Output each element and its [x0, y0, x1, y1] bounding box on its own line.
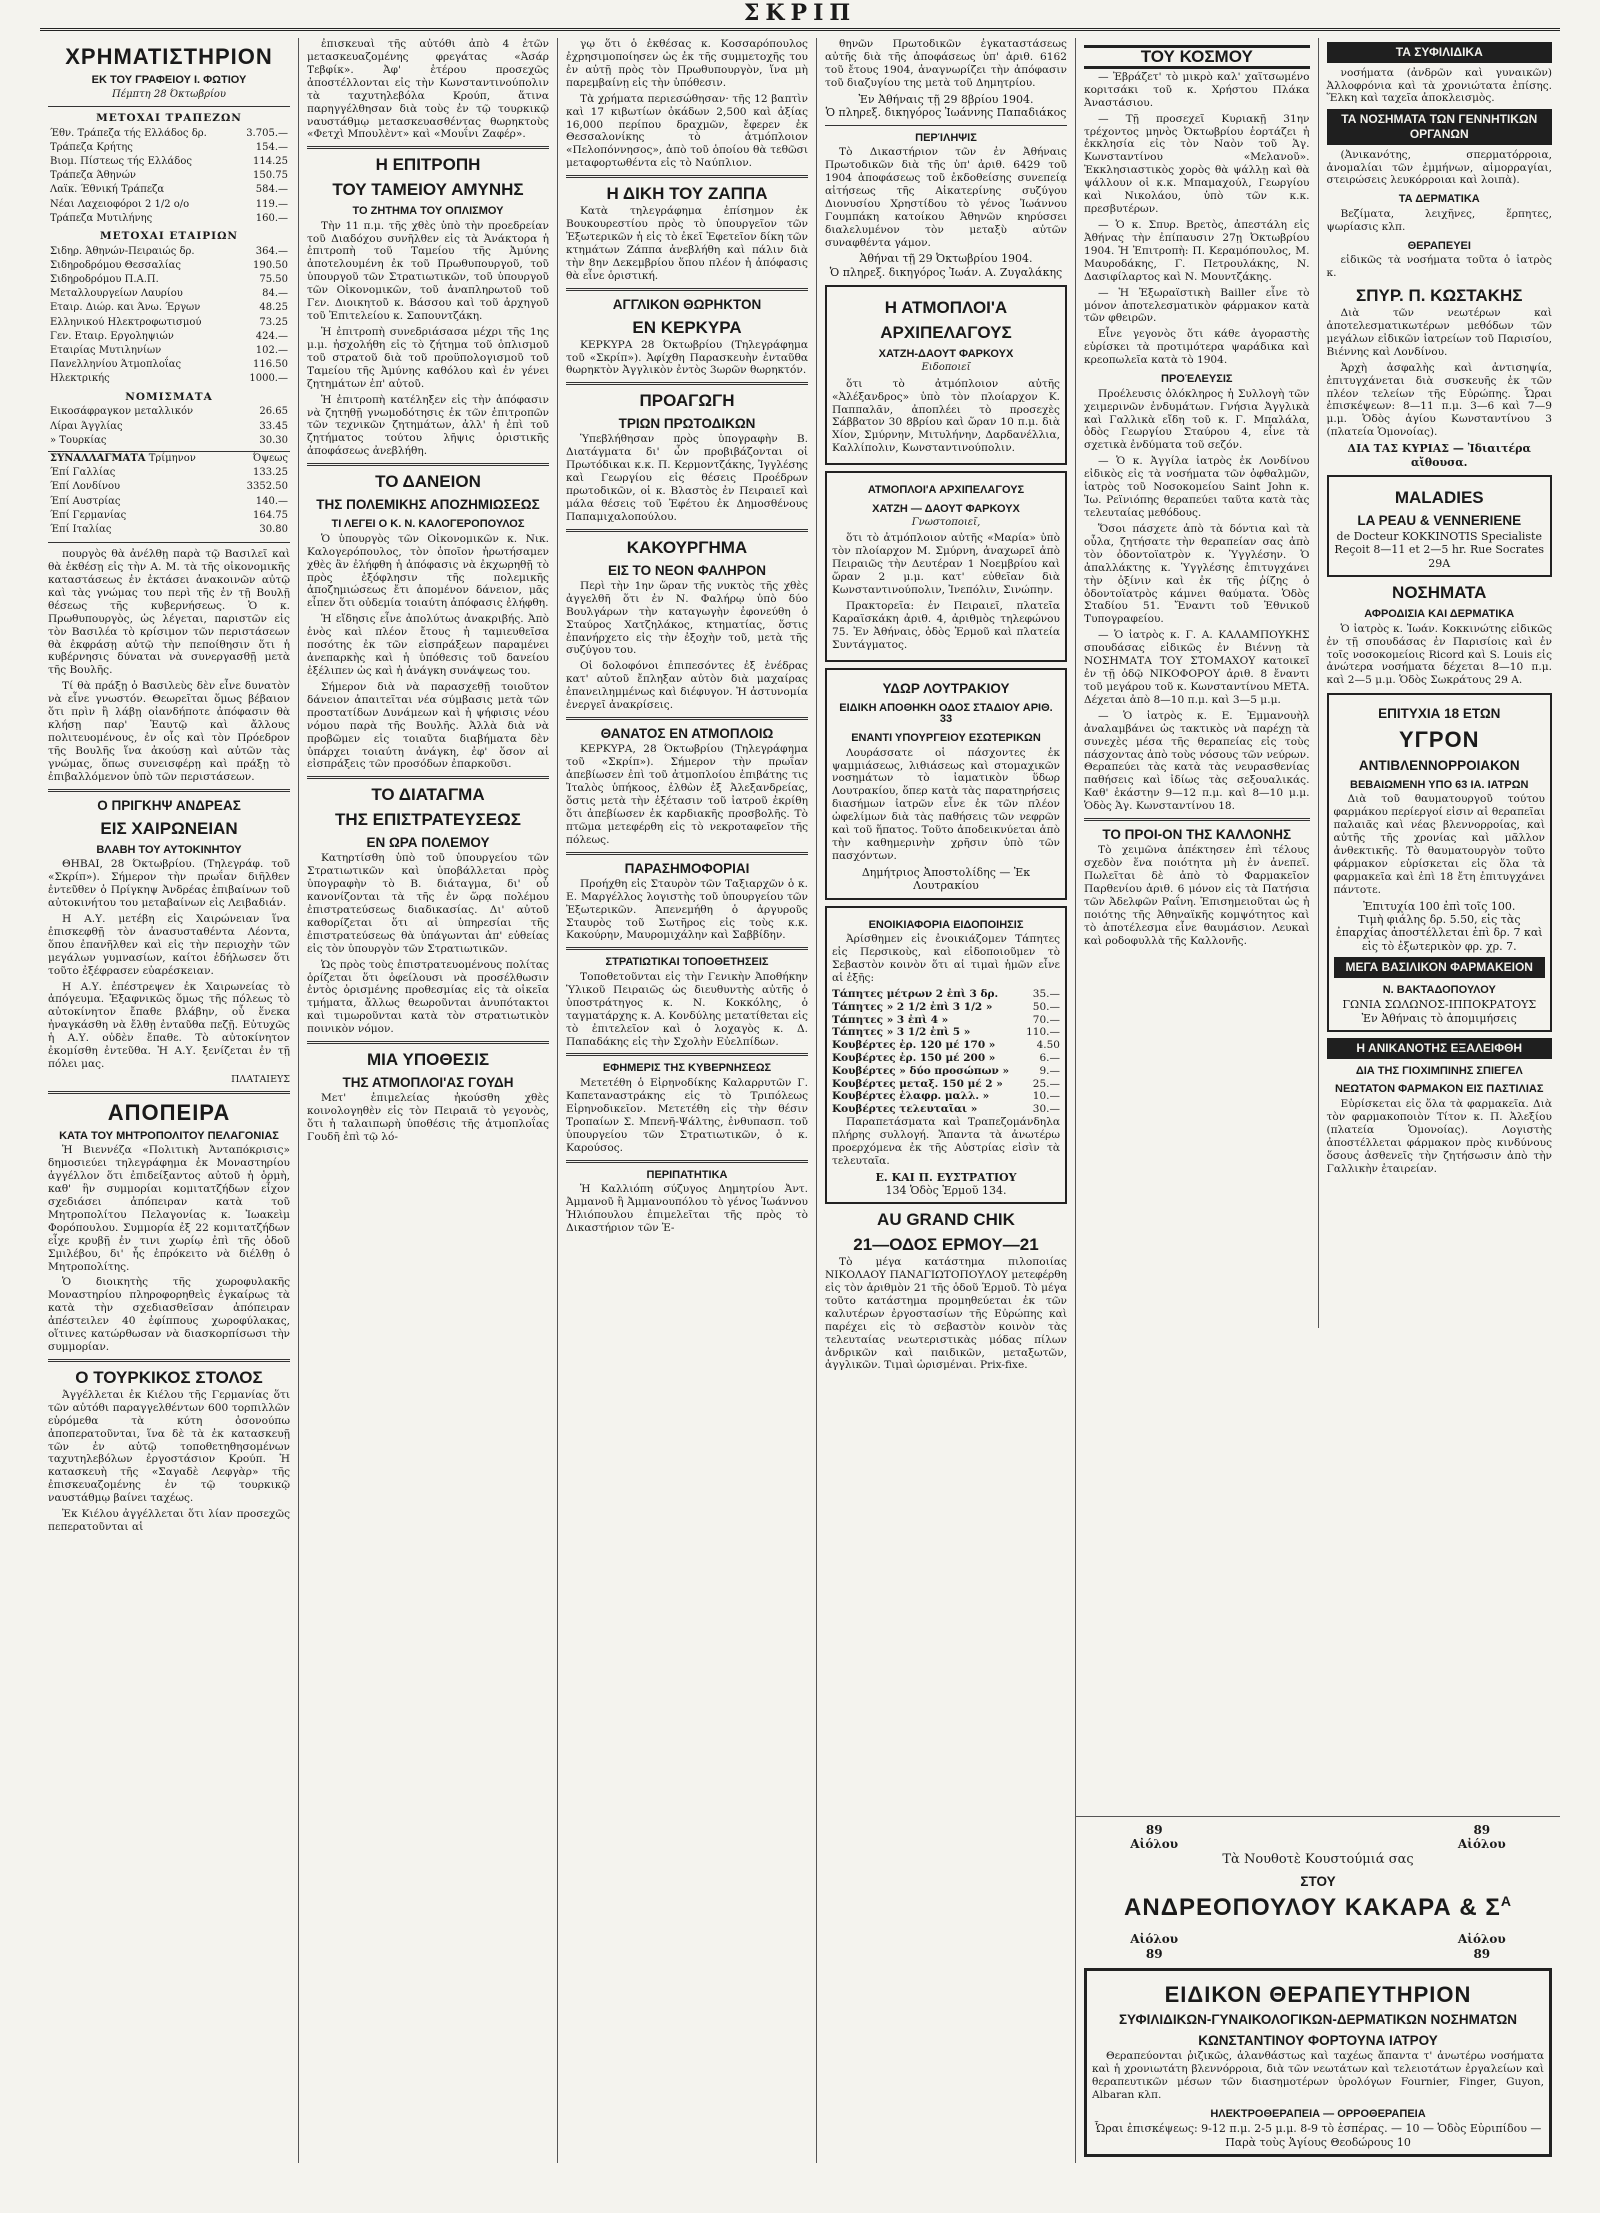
article-text: Ἡ ἐπιτροπὴ κατέληξεν εἰς τὴν ἀπόφασιν νὰ ζητηθῇ γνωμοδότησις ἐκ τῶν ἐπιτροπῶν τῶν τεχνικῶν ζητημάτων, ἀλλ' ἡ ἐπὶ τοῦ ζητήματος τούτου λῆψις ὁριστικῆς ἀποφάσεως ἀνεβλήθη.	[307, 393, 549, 458]
article-text: Τὰ χρήματα περιεσώθησαν· τῆς 12 βαπτὶν καὶ 17 κιβωτίων ὀκάδων 2,500 καὶ ἀξίας 16,000 περίπου δραχμῶν, ἔφερεν ἐκ Θεσσαλονίκης τὸ ἀτμόπλοιον «Πελοπόννησος», ἀπὸ τοῦ ὁποίου θὰ τεθῶσι μεταφορτωθέντα εἰς τὸ Ναύπλιον.	[566, 92, 808, 170]
doctor-name: ΣΠΥΡ. Π. ΚΩΣΤΑΚΗΣ	[1356, 286, 1523, 306]
column-2	[299, 38, 558, 2163]
notice-date: Ἐν Ἀθήναις τῇ 29 8βρίου 1904.	[858, 92, 1034, 106]
price-row: Κουβέρτες μεταξ. 150 μέ 2 » 25.—	[832, 1077, 1060, 1090]
water-ad: ΥΔΩΡ ΛΟΥΤΡΑΚΙΟΥ ΕΙΔΙΚΗ ΑΠΟΘΗΚΗ ΟΔΟΣ ΣΤΑΔΙΟΥ ΑΡΙΘ. 33 ΕΝΑΝΤΙ ΥΠΟΥΡΓΕΙΟΥ ΕΣΩΤΕΡΙΚΩΝ Λουράσσατε οἱ πάσχοντες ἐκ ψαμμιάσεως, λιθιάσεως καὶ στομαχικῶν νοσημάτων τὸ ἰαματικὸν ὕδωρ Λουτρακίου, ὅπερ κατὰ τὰς παρατηρήσεις διασήμων ἰατρῶν εἶνε ἐκ τῶν πλέον ὠφελίμων διὰ τὰς παθήσεις τῶν νεφρῶν καὶ τοῦ ἥπατος. Τοῦτο ἀποδεικνύεται ἀπὸ τὴν καθημερινὴν χρῆσιν ὑπὸ τῶν πασχόντων. Δημήτριος Ἀποστολίδης — Ἐκ Λουτρακίου	[825, 668, 1067, 900]
headline: ΠΑΡΑΣΗΜΟΦΟΡΙΑΙ	[624, 860, 750, 876]
headline: ΣΤΡΑΤΙΩΤΙΚΑΙ ΤΟΠΟΘΕΤΗΣΕΙΣ	[605, 956, 769, 969]
headline: ΕΝ ΚΕΡΚΥΡΑ	[632, 317, 742, 337]
article-text: πουργὸς θὰ ἀνέλθῃ παρὰ τῷ Βασιλεῖ καὶ θὰ ἐκθέσῃ εἰς τὴν Α. Μ. τὰ τῆς οἰκονομικῆς καταστάσεως ἐν ἐκτάσει ἀνακοινῶν αὐτῷ καὶ τὰς γνώμας του περὶ τῆς ἐν τῇ Βουλῇ θέσεως τῆς κυβερνήσεως. Ὁ κ. Πρωθυπουργὸς, ὡς λέγεται, παριστῶν εἰς τὸν Βασιλέα τὸ κρίσιμον τῶν περιστάσεων θὰ ἐκφράσῃ αὐτῷ τὴν πεποίθησιν ὅτι ἡ κυβέρνησις δύναται νὰ συνεργασθῇ μετὰ τῆς Βουλῆς.	[48, 548, 290, 677]
social-text: — Ἡ Ἐξωραϊστικὴ Bailler εἶνε τὸ μόνον ἀποτελεσματικὸν φάρμακον κατὰ τῶν φθειρῶν.	[1084, 286, 1310, 325]
subheadline: ΤΙ ΛΕΓΕΙ Ο Κ. Ν. ΚΑΛΟΓΕΡΟΠΟΥΛΟΣ	[331, 518, 525, 531]
article-text: Ὁ ὑπουργὸς τῶν Οἰκονομικῶν κ. Νικ. Καλογερόπουλος, τὸν ὁποῖον ἠρωτήσαμεν χθὲς ἂν ἐλήφθη ἡ ἀπόφασις νὰ ἐκχωρηθῇ τὸ πρὸς ἐξόφλησιν τῆς πολεμικῆς ἀποζημιώσεως ἔτι ἀπομένον δάνειον, μᾶς εἶπεν ὅτι οὐδεμία τοιαύτη ἀπόφασις ἐλήφθη.	[307, 532, 549, 610]
table-row: Μεταλλουργείων Λαυρίου 84.—	[50, 288, 288, 300]
article-text: Ἡ Καλλιόπη σύζυγος Δημητρίου Ἀντ. Ἀμμανοῦ ἢ Ἀμμανουπόλου τὸ γένος Ἰωάννου Ἠλιόπουλου ἐπιμελεῖται τῆς πρὸς τὸ Δικαστήριον τῶν Ἐ-	[566, 1183, 808, 1234]
notice-text: Τὸ Δικαστήριον τῶν ἐν Ἀθήναις Πρωτοδικῶν διὰ τῆς ὑπ' ἀριθ. 6429 τοῦ 1904 ἀποφάσεως τοῦ ἐκδοθείσης συνεπείᾳ αἰτήσεως τῆς Αἰκατερίνης συζύγου Διονυσίου Χρηστίδου τὸ γένος Ἰωάννου Γουμπάκη κατοίκου Ἀθηνῶν κηρύσσει διαλελυμένον τὸν μεταξὺ αὐτῶν συναφθέντα γάμον.	[825, 146, 1067, 249]
social-text: — Ἐβράζετ' τὸ μικρὸ καλ' χαϊτσωμένο κοριτσάκι τοῦ κ. Χρήστου Πλάκα Ἀναστάσιου.	[1084, 70, 1310, 109]
price-row: Κουβέρτες ἐρ. 150 μέ 200 » 6.—	[832, 1051, 1060, 1064]
ad-banner: ΤΑ ΣΥΦΙΛΙΔΙΚΑ	[1327, 42, 1553, 63]
market-source: ΕΚ ΤΟΥ ΓΡΑΦΕΙΟΥ Ι. ΦΩΤΙΟΥ	[91, 74, 247, 87]
tailor-ad: Τὰ Νουθοτὲ Κουστούμιά σας ΣΤΟΥ ΑΝΔΡΕΟΠΟΥΛΟΥ ΚΑΚΑΡΑ & $\Sigma^A$	[1124, 1851, 1512, 1921]
table-row: Τράπεζα Άθηνών 150.75	[50, 170, 288, 182]
table-row: Βιομ. Πίστεως τής Ελλάδος 114.25	[50, 156, 288, 167]
table-row: Σιδηρ. Άθηνών-Πειραιώς δρ. 364.—	[50, 245, 288, 257]
table-row: Λίραι Άγγλίας 33.45	[50, 420, 288, 432]
article-text: Μετ' ἐπιμελείας ἠκούσθη χθὲς κοινολογηθὲν εἰς τὸν Πειραιᾶ τὸ γεγονὸς, ὅτι ἡ ταλαιπωρὴ ὑποθέσις τῆς ἀτμοπλοΐας Γουδῆ ἐπὶ τῷ λό-	[307, 1092, 549, 1143]
social-text: Ὅσοι πάσχετε ἀπὸ τὰ δόντια καὶ τὰ οὖλα, ζητήσατε τὴν θεραπείαν σας ἀπὸ τὸν ὀδοντοϊατρὸν κ. Ὑγγλέσην. Ὁ ἀπαλλάκτης κ. Ὑγγλέσης ἐπιτυγχάνει τὴν ὀξίνιν καὶ ἐκ τῆς ῥίζης ὁ ὀδοντοϊατρὸς κάμνει θαύματα. Ὁδὸς Σταδίου 51. Ἔναντι τοῦ Ἐθνικοῦ Τυπογραφείου.	[1084, 522, 1310, 626]
company-shares-table	[48, 245, 290, 387]
shipping-ad: ΑΤΜΟΠΛΟΙ'Α ΑΡΧΙΠΕΛΑΓΟΥΣ ΧΑΤΖΗ — ΔΑΟΥΤ ΦΑΡΚΟΥΧ Γνωστοποιεῖ, ὅτι τὸ ἀτμόπλοιον αὐτῆς «Μαρία» ὑπὸ τὸν πλοίαρχον Μ. Σμύρνη, ἀναχωρεῖ ἀπὸ Πειραιῶς τὴν Δευτέραν 1 Νοεμβρίου καὶ ὥραν 2 μ.μ. κατ' εὐθεῖαν διὰ Κωνσταντινούπολιν, Ἰνεπόλιν, Σινώπην. Πρακτορεῖα: ἐν Πειραιεῖ, πλατεῖα Καραϊσκάκη ἀριθ. 4, ἀριθμὸς τηλεφώνου 75. Ἐν Ἀθήναις, ὁδὸς Ἑρμοῦ καὶ πλατεία Συντάγματος.	[825, 471, 1067, 662]
table-row: Τράπεζα Μυτιλήνης 160.—	[50, 212, 288, 224]
market-date: Πέμπτη 28 Όκτωβρίου	[111, 88, 227, 100]
article-text: Ὡς πρὸς τοὺς ἐπιστρατευομένους πολίτας ὁρίζεται ὅτι ὁφείλουσι νὰ προσέλθωσιν ἐντὸς ὁρισμένης προθεσμίας εἰς τὰ οἰκεῖα τμήματα, ἄλλως θεωροῦνται ἀνυπότακτοι καὶ τιμωροῦνται κατὰ τὸν στρατιωτικὸν ποινικὸν νόμον.	[307, 958, 549, 1036]
table-row: Εταιρίας Μυτιληνίων 102.—	[50, 345, 288, 357]
article-text: Τί θὰ πράξῃ ὁ Βασιλεὺς δὲν εἶνε δυνατὸν νὰ εἶνε γνωστόν. Θεωρεῖται ὅμως βέβαιον ὅτι πρὶν ἢ λάβῃ οἱανδήποτε ἀπόφασιν θὰ κλήσῃ παρ' Ἑαυτῷ καὶ ἄλλους πολιτευομένους, ἐν οἷς καὶ τὸν Πρόεδρον τῆς Βουλῆς ἵνα ἀκούσῃ καὶ αὐτῶν τὰς γνώμας, ὅπως συνεισφέρῃ καὶ πράξῃ τὸ ἐπιβαλλόμενον ὑπὸ τῶν περιστάσεων.	[48, 680, 290, 783]
article-text: ΚΕΡΚΥΡΑ, 28 Όκτωβρίου (Τηλεγράφημα τοῦ «Σκρίπ»). Σήμερον τὴν πρωΐαν ἀπεβίωσεν ἐπὶ τοῦ ἀτμοπλοίου ἐπιβάτης τις Ἰταλὸς ὑπήκοος, ἐλθὼν ἐξ Ἀλεξανδρείας, ὅστις μετὰ τὴν ἐξέτασιν τοῦ ἰατροῦ ἐκρίθη ὅτι ἀπεβίωσεν ἐκ καρδιακῆς προσβολῆς. Τὸ πτῶμα μετεφέρθη εἰς τὸ νεκροταφεῖον τῆς πόλεως.	[566, 743, 808, 846]
table-row: Τράπεζα Κρήτης 154.—	[50, 141, 288, 153]
headline: ΤΟ ΔΑΝΕΙΟΝ	[375, 472, 481, 492]
social-text: — Τῇ προσεχεῖ Κυριακῇ 31ην τρέχοντος μηνὸς Ὀκτωβρίου ἑορτάζει ἡ ἐκκλησία εἰς τὸν Ναὸν τοῦ Ἁγ. Κωνσταντίνου «Μελανοῦ». Ἐκκλησιαστικὸς χορὸς θὰ ψάλλῃ καὶ θὰ ψάλλουν οἱ κ.κ. Μπαμαχούλ, Γεωργίου καὶ Νικολάου, ὑπὸ τῶν κ.κ. πρεσβυτέρων.	[1084, 112, 1310, 216]
table-row: Ηλεκτρικής 1000.—	[50, 373, 288, 385]
headline: ΕΙΣ ΤΟ ΝΕΟΝ ΦΑΛΗΡΟΝ	[607, 562, 767, 578]
masthead-title: ΣΚΡΙΠ	[743, 0, 857, 26]
bank-shares-table	[48, 127, 290, 226]
table-row: Έπί Ιταλίας 30.80	[50, 523, 288, 535]
headline: ΕΙΣ ΧΑΙΡΩΝΕΙΑΝ	[100, 818, 238, 838]
headline: ΑΓΓΛΙΚΟΝ ΘΩΡΗΚΤΟΝ	[612, 296, 762, 312]
table-row: Εικοσάφραγκον μεταλλικόν 26.65	[50, 406, 288, 418]
bottom-ads	[1076, 1816, 1560, 2163]
article-text: γῳ ὅτι ὁ ἐκθέσας κ. Κοσσαρόπουλος ἐχρησιμοποίησεν ὡς ἐκ τῆς συμμετοχῆς του ἐν αὐτῇ πρὸς τὸν Πρωθυπουργὸν, ἵνα μὴ παρεμβαίνῃ εἰς τὴν ὑπόθεσιν.	[566, 38, 808, 89]
article-text: Τὴν 11 π.μ. τῆς χθὲς ὑπὸ τὴν προεδρείαν τοῦ Διαδόχου συνῆλθεν εἰς τὰ Ἀνάκτορα ἡ ἐπιτροπὴ τοῦ Ταμείου τῆς Ἀμύνης ἀποτελουμένη ἐκ τοῦ Πρωθυπουργοῦ, τοῦ ὑπουργοῦ τῶν Στρατιωτικῶν, τοῦ ὑπουργοῦ τῶν Οἰκονομικῶν, τοῦ ἀναπληρωτοῦ τοῦ Γεν. Διοικητοῦ κ. Βάσσου καὶ τοῦ ἀρχηγοῦ τοῦ Ἐπιτελείου κ. Σαπουντζάκη.	[307, 219, 549, 323]
table-row: Νέαι Λαχειοφόροι 2 1/2 ο/ο 119.—	[50, 198, 288, 210]
headline: Η ΕΠΙΤΡΟΠΗ	[375, 155, 481, 175]
price-row: Τάπητες » 3 1/2 ἐπὶ 5 » 110.—	[832, 1026, 1060, 1039]
headline: Η ΔΙΚΗ ΤΟΥ ΖΑΠΠΑ	[606, 184, 768, 204]
article-text: Κατηρτίσθη ὑπὸ τοῦ ὑπουργείου τῶν Στρατιωτικῶν καὶ ὑποβάλλεται πρὸς ὑπογραφὴν τὸ Β. διάταγμα, δι' οὗ κανονίζονται τὰ τῆς ἐν ὥρᾳ πολέμου ἐπιστρατεύσεως διαδικασίας. Δι' αὐτοῦ καθορίζεται ὅτι αἱ ὑπηρεσίαι τῆς ἐπιστρατεύσεως θὰ ὑπάγωνται ἀπ' εὐθείας εἰς τὸν ὑπουργὸν τῶν Στρατιωτικῶν.	[307, 852, 549, 955]
article-text: ΘΗΒΑΙ, 28 Όκτωβρίου. (Τηλεγράφ. τοῦ «Σκρίπ»). Σήμερον τὴν πρωΐαν διῆλθεν ἐντεῦθεν ὁ Πρίγκηψ Ἀνδρέας ἐπιβαίνων τοῦ αὐτοκινήτου του μεταβαίνων εἰς Λειβαδιάν.	[48, 858, 290, 910]
column-5	[1076, 38, 1319, 1328]
table-header: ΣΥΝΑΛΛΑΓΜΑΤΑ Τρίμηνον Όψεως	[50, 452, 288, 464]
table-row: Λαϊκ. Έθνική Τράπεζα 584.—	[50, 184, 288, 196]
headline: ΤΟ ΠΡΟΙ-ΟΝ ΤΗΣ ΚΑΛΛΟΝΗΣ	[1102, 827, 1292, 843]
table-row: » Τουρκίας 30.30	[50, 434, 288, 446]
address-row: Αἰόλου 89 Αἰόλου 89	[1130, 1932, 1506, 1961]
headline: Ο ΤΟΥΡΚΙΚΟΣ ΣΤΟΛΟΣ	[75, 1367, 263, 1387]
coins-title: ΝΟΜΙΣΜΑΤΑ	[125, 390, 213, 403]
notice-date: Ἀθήναι τῇ 29 Ὀκτωβρίου 1904.	[859, 252, 1033, 266]
headline: ΤΟ ΔΙΑΤΑΓΜΑ	[371, 785, 485, 805]
shipping-ad: Η ΑΤΜΟΠΛΟΙ'Α ΑΡΧΙΠΕΛΑΓΟΥΣ ΧΑΤΖΗ-ΔΑΟΥΤ ΦΑΡΚΟΥΧ Ειδοποιεῖ ὅτι τὸ ἀτμόπλοιον αὐτῆς «Ἀλέξανδρος» ὑπὸ τὸν πλοίαρχον Κ. Παππαλᾶν, ἀποπλέει τὸ προσεχὲς Σάββατον 30 8βρίου καὶ ὥραν 10 π.μ. διὰ Χίον, Σμύρνην, Μιτυλήνην, Δαρδανέλλια, Καλλίπολιν, Κωνσταντινούπολιν.	[825, 285, 1067, 465]
article-text: Κατὰ τηλεγράφημα ἐπίσημον ἐκ Βουκουρεστίου πρὸς τὸ ὑπουργεῖον τῶν Ἐξωτερικῶν ἡ εἰς τὸ ἐκεῖ Ἐφετεῖον δίκη τῶν κτημάτων Ζάππα ἀνεβλήθη καὶ πάλιν διὰ τὴν 8ην Δεκεμβρίου ὅπου πλέον ἡ ἀπόφασις θὰ εἶνε ὁριστική.	[566, 205, 808, 282]
notice-text: θηνῶν Πρωτοδικῶν ἐγκαταστάσεως αὐτῆς διὰ τῆς ἀποφάσεως ὑπ' ἀριθ. 6162 τοῦ ἔτους 1904, ἀναγνωρίζει τὴν ἀπόφασιν τοῦ διαζυγίου της μετὰ τοῦ Δημητρίου.	[825, 38, 1067, 89]
masthead	[40, 0, 1560, 31]
article-text: Ὑπεβλήθησαν πρὸς ὑπογραφὴν Β. Διατάγματα δι' ὧν προβιβάζονται οἱ Πρωτόδικαι κ.κ. Π. Κερμοντζάκης, Ἰγγλέσης καὶ Γεωργίου εἰς θέσεις Προέδρων πρωτοδικῶν, οἱ κ. Βλαστὸς ἐν Πειραιεῖ καὶ μάλα θέσεις τοῦ Ἐφέτου ἐκ Δημοσθένους Παπαμιχαλοπούλου.	[566, 433, 808, 523]
table-row: Έθν. Τράπεζα τής Ελλάδος δρ. 3.705.—	[50, 127, 288, 139]
headline: ΤΗΣ ΠΟΛΕΜΙΚΗΣ ΑΠΟΖΗΜΙΩΣΕΩΣ	[316, 497, 540, 513]
column-1	[40, 38, 299, 2163]
headline: ΤΡΙΩΝ ΠΡΩΤΟΔΙΚΩΝ	[618, 416, 756, 432]
social-text: — Ὁ ἰατρὸς κ. Γ. Α. ΚΑΛΑΜΠΟΥΚΗΣ σπουδάσας εἰδικῶς ἐν Βιέννῃ τὰ ΝΟΣΗΜΑΤΑ ΤΟΥ ΣΤΟΜΑΧΟΥ κατοικεῖ ἐν τῇ ὁδῷ ΝΙΚΟΦΟΡΟΥ ἀριθ. 8 ἔναντι τοῦ μεγάρου τοῦ κ. Κωνσταντίνου ΜΕΤΑ. Δέχεται ἀπὸ 8—10 π.μ. καὶ 3—5 μ.μ.	[1084, 629, 1310, 706]
price-row: Κουβέρτες » δύο προσώπων » 9.—	[832, 1064, 1060, 1077]
social-text: Εἶνε γεγονὸς ὅτι κάθε ἀγοραστὴς εὑρίσκει τὰ προτιμότερα ψαράδικα καὶ κρεοπωλεῖα κατὰ τὸ 1904.	[1084, 328, 1310, 367]
column-6: ΤΑ ΣΥΦΙΛΙΔΙΚΑ νοσήματα (ἀνδρῶν καὶ γυναικῶν) Ἀλλοφρόνια καὶ τὰ χρονιώτατα ἐπίσης. Ἕλκη καὶ ταχεῖα ἀποκλεισμὸς. ΤΑ ΝΟΣΗΜΑΤΑ ΤΩΝ ΓΕΝΝΗΤΙΚΩΝ ΟΡΓΑΝΩΝ (Ἀνικανότης, σπερματόρροια, ἀνομαλίαι τῶν ἐμμήνων, αἱμορραγίαι, στειρώσεις λευκόρροιαι καὶ λοιπὰ). ΤΑ ΔΕΡΜΑΤΙΚΑ Βεζίματα, λειχῆνες, ἕρπητες, ψωρίασις κλπ. ΘΕΡΑΠΕΥΕΙ εἰδικῶς τὰ νοσήματα τοῦτα ὁ ἰατρὸς κ. ΣΠΥΡ. Π. ΚΩΣΤΑΚΗΣ Διὰ τῶν νεωτέρων καὶ ἀποτελεσματικωτέρων μεθόδων τῶν μεγάλων εἰδικῶν ἰατρείων τοῦ Παρισίου, Βιέννης καὶ Λονδίνου. Ἀρχὴ ἀσφαλὴς καὶ ἀντισηψία, ἐπιτυγχάνεται διὰ συσκευῆς ἐκ τῶν πλέον τελείων τῆς Εὐρώπης. Ὧραι ἐπισκέψεων: 8—11 π.μ. 3—6 καὶ 7—9 μ.μ. Ὁδὸς ἁγίου Κωνσταντίνου 3 (πλατεία Ὁμονοίας). ΔΙΑ ΤΑΣ ΚΥΡΙΑΣ — Ἰδιαιτέρα αἴθουσα. MALADIES LA PEAU & VENNERIENE de Docteur KOKKINOTIS Specialiste Reçoit 8—11 et 2—5 hr. Rue Socrates 29A ΝΟΣΗΜΑΤΑ ΑΦΡΟΔΙΣΙΑ ΚΑΙ ΔΕΡΜΑΤΙΚΑ Ὁ ἰατρὸς κ. Ἰωάν. Κοκκινώτης εἰδικῶς ἐν τῇ σπουδάσας ἐν Παρισίοις καὶ ἐν τοῖς νοσοκομείοις Ricord καὶ S. Louis εἰς ἀνώτερα νοσήματα δέχεται 8—10 π.μ. καὶ 2—5 μ.μ. Ὁδὸς Σωκράτους 29 Α. ΕΠΙΤΥΧΙΑ 18 ΕΤΩΝ ΥΓΡΟΝ ΑΝΤΙΒΛΕΝΝΟΡΡΟΙΑΚΟΝ ΒΕΒΑΙΩΜΕΝΗ ΥΠΟ 63 ΙΑ. ΙΑΤΡΩΝ Διὰ τοῦ θαυματουργοῦ τούτου φαρμάκου περίεργοί εἰσιν αἱ θεραπεῖαι παλαιᾶς καὶ νέας βλεννορροίας, καὶ αὐτῆς τῆς χρονίας καὶ μᾶλλον ἀνθεκτικῆς. Τὸ θαυματουργὸν τοῦτο φάρμακον εὑρίσκεται εἰς ὅλα τὰ φαρμακεῖα καὶ ἐπὶ 18 ἔτη ἐπιτυγχάνει πάντοτε. Ἐπιτυχία 100 ἐπὶ τοῖς 100. Τιμὴ φιάλης δρ. 5.50, εἰς τὰς ἐπαρχίας ἀποστέλλεται ἐπὶ δρ. 7 καὶ εἰς τὸ ἐξωτερικὸν φρ. χρ. 7. ΜΕΓΑ ΒΑΣΙΛΙΚΟΝ ΦΑΡΜΑΚΕΙΟΝ Ν. ΒΑΚΤΑΔΟΠΟΥΛΟΥ ΓΩΝΙΑ ΣΩΛΩΝΟΣ-ΙΠΠΟΚΡΑΤΟΥΣ Ἐν Ἀθήναις τὸ ἀπομιμήσεις Η ΑΝΙΚΑΝΟΤΗΣ ΕΞΑΛΕΙΦΘΗ ΔΙΑ ΤΗΣ ΓΙΟΧΙΜΠΙΝΗΣ ΣΠΙΕΓΕΛ ΝΕΩΤΑΤΟΝ ΦΑΡΜΑΚΟΝ ΕΙΣ ΠΑΣΤΙΛΙΑΣ Εὑρίσκεται εἰς ὅλα τὰ φαρμακεῖα. Διὰ τὸν φαρμακοποιὸν Τίτον κ. Π. Ἀλεξίου (πλατεία Ὁμονοίας). Λογιστὴς ἀποστέλλεται φάρμακον πρὸς κινδύνους ὅσους ἀσθενεῖς τὴν ζητήσωσιν ἀπὸ τὴν Γαλλικὴν ἑταιρείαν.	[1319, 38, 1561, 1328]
french-ad: MALADIES LA PEAU & VENNERIENE de Docteur KOKKINOTIS Specialiste Reçoit 8—11 et 2—5 hr. Rue Socrates 29A	[1327, 475, 1553, 577]
article-text: Μετετέθη ὁ Εἰρηνοδίκης Καλαρρυτῶν Γ. Καπεταναστράκης εἰς τὸ Τριπόλεως Εἰρηνοδικεῖον. Μετετέθη εἰς τὴν θέσιν Τροπαίων Σ. Μπενῆ-Ψάλτης, ἐνθυπασπ. τοῦ ὑπουργείου τῶν Στρατιωτικῶν, ὁ κ. Καρούσος.	[566, 1077, 808, 1154]
article-text: Προήχθη εἰς Σταυρὸν τῶν Ταξιαρχῶν ὁ κ. Ε. Μαργέλλος λογιστὴς τοῦ ὑπουργείου τῶν Ἐξωτερικῶν. Ἀπενεμήθη ὁ ἀργυροῦς Σταυρὸς τοῦ Σωτῆρος εἰς τοὺς κ.κ. Κακούρην, Μαυρομιχάλην καὶ Σαββίδην.	[566, 877, 808, 942]
subheadline: ΠΡΟΈΛΕΥΣΙΣ	[1161, 373, 1233, 386]
table-row: Έπί Αυστρίας 140.—	[50, 495, 288, 507]
article-text: Τοποθετοῦνται εἰς τὴν Γενικὴν Ἀποθήκην Ὑλικοῦ Πειραιῶς ὡς διευθυντὴς αὐτῆς ὁ ὑποστράτηγος κ. Ν. Κοκκόλης, ὁ ταγματάρχης κ. Α. Κονδύλης μετατίθεται εἰς τὸ ἐπιτελεῖον καὶ ὁ λοχαγὸς κ. Δ. Παπαδάκης εἰς τὴν Σχολὴν Εὐελπίδων.	[566, 970, 808, 1048]
headline: Ο ΠΡΙΓΚΗΨ ΑΝΔΡΕΑΣ	[97, 797, 241, 813]
headline: ΕΦΗΜΕΡΙΣ ΤΗΣ ΚΥΒΕΡΝΗΣΕΩΣ	[602, 1062, 772, 1075]
article-text: Ἡ ἐπιτροπὴ συνεδριάσασα μέχρι τῆς 1ης μ.μ. ἠσχολήθη εἰς τὸ ζήτημα τοῦ ὁπλισμοῦ τοῦ στρατοῦ διὰ τοῦ προϋπολογισμοῦ τοῦ Ταμείου τῆς Ἀμύνης καθόλου καὶ ἐν γένει ζητημάτων ἐπ' αὐτοῦ.	[307, 325, 549, 390]
article-text: ἐπισκευαὶ τῆς αὐτόθι ἀπὸ 4 ἐτῶν μετασκευαζομένης φρεγάτας «Ἀσάρ Τεβφίκ». Ἀφ' ἑτέρου προσεχῶς ἀποστέλλονται εἰς τὴν Κωνσταντινούπολιν τὰ ταχυτηλεβόλα Κρούπ, ἅτινα παρηγγέλθησαν διὰ τοὺς ἐν τῷ τουρκικῷ ναυστάθμῳ μετασκευασθέντας θωρηκτοὺς «Φετχὶ Μπουλὲντ» καὶ «Μουΐνι Ζαφέρ».	[307, 38, 549, 141]
social-text: Προέλευσις ὁλόκληρος ἡ Συλλογὴ τῶν χειμερινῶν ἐνδυμάτων. Γνήσια Ἀγγλικὰ καὶ Γαλλικὰ εἴδη τοῦ κ. Γ. Μπαλάλα, ὁδὸς Γεωργίου Σταύρου 4, εἶνε τὰ σχετικὰ ἐνδύματα τοῦ σεζόν.	[1084, 387, 1310, 452]
price-row: Κουβέρτες ἐλαφρ. μαλλ. » 10.—	[832, 1090, 1060, 1103]
notice-title: ΠΕΡΊΛΗΨΙΣ	[915, 131, 977, 144]
table-row: Έπί Γερμανίας 164.75	[50, 509, 288, 521]
table-row: Έπί Λονδίνου 3352.50	[50, 481, 288, 493]
article-text: Ἀγγέλλεται ἐκ Κιέλου τῆς Γερμανίας ὅτι τῶν αὐτόθι παραγγελθέντων 600 τορπιλλῶν εὑρόμεθα τὰ κύτη ὁσονούπω ἀποπερατοῦνται, ἵνα δὲ τὰ ἐκ κατασκευῇ τῶν ἐν αὐτῷ τοποθετηθησομένων ταχυτηλεβόλων ἐργοστάσιον Κρούπ. Ἡ κατασκευὴ τῆς «Σαγαδὲ Λεφγὰρ» τῆς ἐπισκευαζομένης ἐν τῷ τουρκικῷ ναυστάθμῳ βαίνει ταχέως.	[48, 1388, 290, 1505]
bank-shares-title: ΜΕΤΟΧΑΙ ΤΡΑΠΕΖΩΝ	[96, 111, 242, 124]
social-text: — Ὁ ἰατρὸς κ. Ε. Ἐμμανουὴλ ἀναλαμβάνει ὡς τακτικὸς νὰ παρέχῃ τὰ συνεχὲς μέσα τῆς θεραπείας εἰς τοὺς πάσχοντας ἀπὸ τοὺς νόσους τῶν νεύρων. Θεραπεύει τὰς κατὰ τὰς νευρασθενίας παθήσεις καὶ ἰδίως τὰς σεξουαλικάς. Καθ' ἑκάστην 9—12 π.μ. καὶ 8—10 μ.μ. Ὁδὸς Ἁγ. Κωνσταντίνου 18.	[1084, 709, 1310, 813]
column-3	[558, 38, 817, 2163]
article-text: Ἐκ Κιέλου ἀγγέλλεται ὅτι λίαν προσεχῶς πεπερατοῦνται αἱ	[48, 1508, 290, 1534]
headline: ΑΠΟΠΕΙΡΑ	[107, 1099, 231, 1125]
article-text: ΚΕΡΚΥΡΑ 28 Όκτωβρίου (Τηλεγράφημα τοῦ «Σκρίπ»). Ἀφίχθη Παρασκευὴν ἐνταῦθα θωρηκτὸν Ἀγγλικὸν ἐντὸς 3ωρῶν θωρηκτόν.	[566, 338, 808, 377]
subheadline: ΚΑΤΑ ΤΟΥ ΜΗΤΡΟΠΟΛΙΤΟΥ ΠΕΛΑΓΟΝΙΑΣ	[59, 1129, 279, 1142]
table-row: Σιδηροδρόμου Π.Α.Π. 75.50	[50, 274, 288, 286]
table-row: Πανελληνίου Άτμοπλοΐας 116.50	[50, 359, 288, 371]
shop-ad-text: Τὸ μέγα κατάστημα πιλοποιίας ΝΙΚΟΛΑΟΥ ΠΑΝΑΓΙΩΤΟΠΟΥΛΟΥ μετεφέρθη εἰς τὸν ἀριθμὸν 21 τῆς ὁδοῦ Ἑρμοῦ. Τὸ μέγα τοῦτο κατάστημα προμηθεύεται ἐκ τῶν καλυτέρων ἐργοστασίων τῆς Εὐρώπης καὶ παρέχει εἰς τὸ σεβαστὸν κοινὸν τὰς τελευταίας νεωτεριστικὰς μόδας πίλων ἀνδρικῶν καὶ παιδικῶν, μεταξωτῶν, ἀγγλικῶν. Τιμαὶ ὡρισμέναι. Prix-fixe.	[825, 1256, 1067, 1372]
shop-ad-address: 21—ΟΔΟΣ ΕΡΜΟΥ—21	[853, 1235, 1039, 1255]
headline: ΤΗΣ ΕΠΙΣΤΡΑΤΕΥΣΕΩΣ	[335, 810, 521, 830]
ad-banner: ΤΑ ΝΟΣΗΜΑΤΑ ΤΩΝ ΓΕΝΝΗΤΙΚΩΝ ΟΡΓΑΝΩΝ	[1327, 109, 1553, 144]
article-text: Περὶ τὴν 1ην ὥραν τῆς νυκτὸς τῆς χθὲς ἀγγελθῆ ὅτι ἐν Ν. Φαλήρῳ ὑπὸ δύο Βουλγάρων τὴν καταγωγὴν ἐφονεύθη ὁ Σταύρος Χατζηλάκος, κτηματίας, ὅστις ἐπανήρχετο εἰς τὴν ἐξοχὴν τοῦ, μετὰ τῆς συζύγου του.	[566, 579, 808, 657]
subheadline: ΤΗΣ ΑΤΜΟΠΛΟΙ'ΑΣ ΓΟΥΔΗ	[342, 1074, 514, 1090]
table-row: Σιδηροδρόμου Θεσσαλίας 190.50	[50, 259, 288, 271]
columns	[40, 38, 1560, 2163]
headline: ΜΙΑ ΥΠΟΘΕΣΙΣ	[366, 1050, 490, 1070]
ad-banner: Η ΑΝΙΚΑΝΟΤΗΣ ΕΞΑΛΕΙΦΘΗ	[1327, 1038, 1553, 1059]
table-row: Ελληνικού Ηλεκτροφωτισμού 73.25	[50, 316, 288, 328]
column-4	[817, 38, 1076, 2163]
notice-signature: Ὁ πληρεξ. δικηγόρος Ἰωάν. Α. Ζυγαλάκης	[829, 265, 1063, 279]
article-text: Ὁ διοικητὴς τῆς χωροφυλακῆς Μοναστηρίου πληροφορηθεὶς ἐγκαίρως τὰ κατὰ τὴν σχεδιασθεῖσαν ἀπόπειραν ἀπέστειλεν 40 ἐφίππους χωροφύλακας, οἵτινες κατώρθωσαν νὰ διασκορπίσωσι τὴν συμμορίαν.	[48, 1276, 290, 1354]
headline: ΤΟΥ ΤΑΜΕΙΟΥ ΑΜΥΝΗΣ	[332, 180, 524, 200]
ad-text: Τὸ χειμῶνα ἀπέκτησεν ἐπὶ τέλους σχεδὸν ἕνα ποιότητα μὴ ἐν ἀνεπεῖ. Πωλεῖται δὲ ἀπὸ τὸ Φαρμακεῖον Παρθενίου ἀριθ. 6 μόνον εἰς τὰ Πατήσια τῶν Ἀδελφῶν Ραΐνη. Ἐπισημειοῦται ὡς ἡ ποιότης τῆς Ἀθηναϊκῆς κομψότητος καὶ τὸ ἀποτέλεσμα εἶνε θαυμάσιον. Λευκαὶ καὶ ροδοφυλλὰ τῆς Καλλονῆς.	[1084, 844, 1310, 947]
article-text: Ἡ Βιεννέζα «Πολιτικὴ Ἀνταπόκρισις» δημοσιεύει τηλεγράφημα ἐκ Μοναστηρίου ἀγγέλλον ὅτι ἐπιδείξαντος αὐτοῦ ἡ ὁρμὴ, καθ' ἣν συμμορίαι κομιτατζήδων εἶχον σχεδιάσει ἀπόπειραν κατὰ τοῦ Μητροπολίτου Πελαγονίας κ. Ἰωακεὶμ Φορόπουλου. Συμμορία ἐξ 22 κομιτατζήδων εἶχε κρυβῇ ἐν τινι χωρίῳ ἐπὶ τῆς ὁδοῦ Σμιλέβου, δι' ἧς ἐπρόκειτο νὰ διέλθῃ ὁ Μητροπολίτης.	[48, 1144, 290, 1273]
table-row: Εταιρ. Διώρ. και Άνω. Έργων 48.25	[50, 302, 288, 314]
table-row: Γεν. Εταιρ. Εργοληψιών 424.—	[50, 330, 288, 342]
headline: ΘΑΝΑΤΟΣ ΕΝ ΑΤΜΟΠΛΟΙΩ	[600, 726, 774, 742]
fx-table	[48, 451, 290, 537]
price-row: Τάπητες μέτρων 2 ἐπὶ 3 δρ. 35.—	[832, 987, 1060, 1000]
remedy-ad: ΕΠΙΤΥΧΙΑ 18 ΕΤΩΝ ΥΓΡΟΝ ΑΝΤΙΒΛΕΝΝΟΡΡΟΙΑΚΟΝ ΒΕΒΑΙΩΜΕΝΗ ΥΠΟ 63 ΙΑ. ΙΑΤΡΩΝ Διὰ τοῦ θαυματουργοῦ τούτου φαρμάκου περίεργοί εἰσιν αἱ θεραπεῖαι παλαιᾶς καὶ νέας βλεννορροίας, καὶ αὐτῆς τῆς χρονίας καὶ μᾶλλον ἀνθεκτικῆς. Τὸ θαυματουργὸν τοῦτο φάρμακον εὑρίσκεται εἰς ὅλα τὰ φαρμακεῖα καὶ ἐπὶ 18 ἔτη ἐπιτυγχάνει πάντοτε. Ἐπιτυχία 100 ἐπὶ τοῖς 100. Τιμὴ φιάλης δρ. 5.50, εἰς τὰς ἐπαρχίας ἀποστέλλεται ἐπὶ δρ. 7 καὶ εἰς τὸ ἐξωτερικὸν φρ. χρ. 7. ΜΕΓΑ ΒΑΣΙΛΙΚΟΝ ΦΑΡΜΑΚΕΙΟΝ Ν. ΒΑΚΤΑΔΟΠΟΥΛΟΥ ΓΩΝΙΑ ΣΩΛΩΝΟΣ-ΙΠΠΟΚΡΑΤΟΥΣ Ἐν Ἀθήναις τὸ ἀπομιμήσεις	[1327, 693, 1553, 1032]
article-text: Ἡ εἴδησις εἶνε ἀπολύτως ἀνακριβής. Ἀπὸ ἑνὸς καὶ πλέον ἔτους ἡ ταμιευθεῖσα ποσότης ἐκ τῶν εἰσπράξεων παραμένει ἀνεπαρκὴς καὶ ἡ ὑπόθεσις τοῦ δανείου ἐξέλιπεν ὡς καὶ ἡ ἀνάγκη συνάψεως του.	[307, 613, 549, 677]
price-row: Τάπητες » 3 ἐπὶ 4 » 70.—	[832, 1013, 1060, 1026]
clinic-ad: ΕΙΔΙΚΟΝ ΘΕΡΑΠΕΥΤΗΡΙΟΝ ΣΥΦΙΛΙΔΙΚΩΝ-ΓΥΝΑΙΚΟΛΟΓΙΚΩΝ-ΔΕΡΜΑΤΙΚΩΝ ΝΟΣΗΜΑΤΩΝ ΚΩΝΣΤΑΝΤΙΝΟΥ ΦΟΡΤΟΥΝΑ ΙΑΤΡΟΥ Θεραπεύονται ῥιζικῶς, ἀλανθάστως καὶ ταχέως ἅπαντα τ' ἀνωτέρω νοσήματα καὶ ἡ χρονιωτάτη βλεννόρροια, διὰ τῶν νεωτάτων καὶ τελειοτάτων ἐργαλείων καὶ θεραπευτικῶν μέσων τῶν διασημοτέρων ὑρολόγων Fournier, Finger, Guyon, Albaran κλπ. ΗΛΕΚΤΡΟΘΕΡΑΠΕΙΑ — ΟΡΡΟΘΕΡΑΠΕΙΑ Ὧραι ἐπισκέψεως: 9-12 π.μ. 2-5 μ.μ. 8-9 τὸ ἑσπέρας. — 10 — Ὁδὸς Εὐριπίδου — Παρὰ τοὺς Ἁγίους Θεοδώρους 10	[1084, 1968, 1552, 2157]
notice-signature: Ὁ πληρεξ. δικηγόρος Ἰωάννης Παπαδιάκος	[825, 106, 1067, 120]
article-text: Η Α.Υ. μετέβη εἰς Χαιρώνειαν ἵνα ἐπισκεφθῇ τὸν ἀνασυσταθέντα Λέοντα, ὅπου ἐπανῆλθεν καὶ εἰς τὴν περιοχὴν τῶν μεγάλων γυμνασίων, καίτοι ἐδήλωσεν ὅτι τοῦτο ἐξέφρασεν εὐαρέσκειαν.	[48, 912, 290, 977]
coins-table	[48, 405, 290, 448]
article-text: Η Α.Υ. ἐπέστρεψεν ἐκ Χαιρωνείας τὸ ἀπόγευμα. Ἐξαφνικῶς ὅμως τῆς πόλεως τὸ αὐτοκίνητον ἔπαθε βλάβην, οὗ ἕνεκα ἠναγκάσθη νὰ ἔλθῃ ἐνταῦθα πεζῇ. Εὐτυχῶς ἡ Α.Υ. οὐδὲν ἔπαθε. Τὸ αὐτοκίνητον ἐκομίσθη ἐντεῦθα. Ἡ Α.Υ. ξενίζεται ἐν τῇ πόλει μας.	[48, 980, 290, 1071]
market-title: ΧΡΗΜΑΤΙΣΤΗΡΙΟΝ	[65, 44, 273, 69]
table-row: Έπί Γαλλίας 133.25	[50, 467, 288, 479]
subheadline: ΒΛΑΒΗ ΤΟΥ ΑΥΤΟΚΙΝΗΤΟΥ	[96, 843, 242, 856]
article-text: Σήμερον διὰ νὰ παρασχεθῇ τοιοῦτον δάνειον ἀπαιτεῖται νέα σύμβασις μετὰ τῶν προστατίδων Δυνάμεων καὶ ἡ ψήφισις νέου νόμου παρὰ τῆς Βουλῆς. Ἀλλὰ διὰ νὰ προβῶμεν εἰς τοιαῦτα διαβήματα δὲν ὑπάρχει τοιαύτη ἀνάγκη, ἐφ' ὅσον αἱ εἰσπράξεις τῶν προσόδων ἐπαρκοῦσι.	[307, 680, 549, 771]
subheadline: ΤΟ ΖΗΤΗΜΑ ΤΟΥ ΟΠΛΙΣΜΟΥ	[352, 205, 504, 218]
address-row: 89 Αἰόλου 89 Αἰόλου	[1130, 1822, 1506, 1852]
headline: ΚΑΚΟΥΡΓΗΜΑ	[626, 537, 748, 557]
carpet-ad: ΕΝΟΙΚΙΑΦΟΡΙΑ ΕΙΔΟΠΟΙΗΣΙΣ Ἀρίσθημεν εἰς ἐνοικιάζομεν Τάπητες εἰς Περσικοὺς, καὶ εἰδοποιοῦμεν τὸ Σεβαστὸν κοινὸν ὅτι αἱ τιμαὶ ἡμῶν εἶνε αἱ ἑξῆς: Τάπητες μέτρων 2 ἐπὶ 3 δρ. 35.— Τάπητες » 2 1/2 ἐπὶ 3 1/2 » 50.— Τάπητες » 3 ἐπὶ 4 » 70.— Τάπητες » 3 1/2 ἐπὶ 5 » 110.— Κουβέρτες ἐρ. 120 μέ 170 » 4.50 Κουβέρτες ἐρ. 150 μέ 200 » 6.— Κουβέρτες » δύο προσώπων » 9.— Κουβέρτες μεταξ. 150 μέ 2 » 25.— Κουβέρτες ἐλαφρ. μαλλ. » 10.— Κουβέρτες τελευταῖαι » 30.— Παραπετάσματα καὶ Τραπεζομάνδηλα πλήρης συλλογή. Ἅπαντα τὰ ἀνωτέρω προερχόμενα ἐκ τῆς Αὐστρίας εἰσὶν τὰ τελευταῖα. Ε. ΚΑΙ Π. ΕΥΣΤΡΑΤΙΟΥ 134 Ὁδὸς Ἑρμοῦ 134.	[825, 906, 1067, 1205]
headline: ΠΡΟΑΓΩΓΗ	[639, 391, 735, 411]
section-title: ΤΟΥ ΚΟΣΜΟΥ	[1084, 45, 1310, 69]
price-row: Κουβέρτες ἐρ. 120 μέ 170 » 4.50	[832, 1039, 1060, 1052]
company-shares-title: ΜΕΤΟΧΑΙ ΕΤΑΙΡΙΩΝ	[99, 229, 239, 242]
social-text: — Ὁ κ. Ἀγγίλα ἰατρὸς ἐκ Λονδίνου εἰδικὸς εἰς τὰ νοσήματα τῶν ὀφθαλμῶν, ἰατρὸς τοῦ Νοσοκομείου Saint John κ. Ἰω. Ρεϊνιόπης θεραπεύει ταῦτα κατὰ τὰς τελευταίας μεθόδους.	[1084, 455, 1310, 519]
headline: ΠΕΡΙΠΑΤΗΤΙΚΑ	[646, 1168, 728, 1181]
article-text: Οἱ δολοφόνοι ἐπιπεσόντες ἐξ ἐνέδρας κατ' αὐτοῦ ἔπληξαν αὐτὸν διὰ μαχαίρας ἐπανειλημμένως καὶ διέφυγον. Ἡ ἀστυνομία ἐνεργεῖ ἀνακρίσεις.	[566, 660, 808, 712]
shop-ad-title: AU GRAND CHIK	[877, 1210, 1015, 1230]
byline: ΠΛΑΤΑΙΕΥΣ	[231, 1074, 290, 1085]
price-row: Τάπητες » 2 1/2 ἐπὶ 3 1/2 » 50.—	[832, 1000, 1060, 1013]
subheadline: ΕΝ ΩΡΑ ΠΟΛΕΜΟΥ	[366, 835, 490, 851]
column-5-6	[1076, 38, 1560, 2163]
social-text: — Ὁ κ. Σπυρ. Βρετὸς, ἀπεστάλη εἰς Ἀθήνας τὴν ἐπίπαυσιν 27ῃ Ὀκτωβρίου 1904. Ἡ Ἐπιτροπὴ: Π. Κεραμόπουλος, Μ. Μαυροδάκης, Γ. Πετρουλάκης, Ν. Δασιφίλαρτος καὶ Ν. Μουντζάκης.	[1084, 218, 1310, 283]
price-row: Κουβέρτες τελευταῖαι » 30.—	[832, 1103, 1060, 1116]
